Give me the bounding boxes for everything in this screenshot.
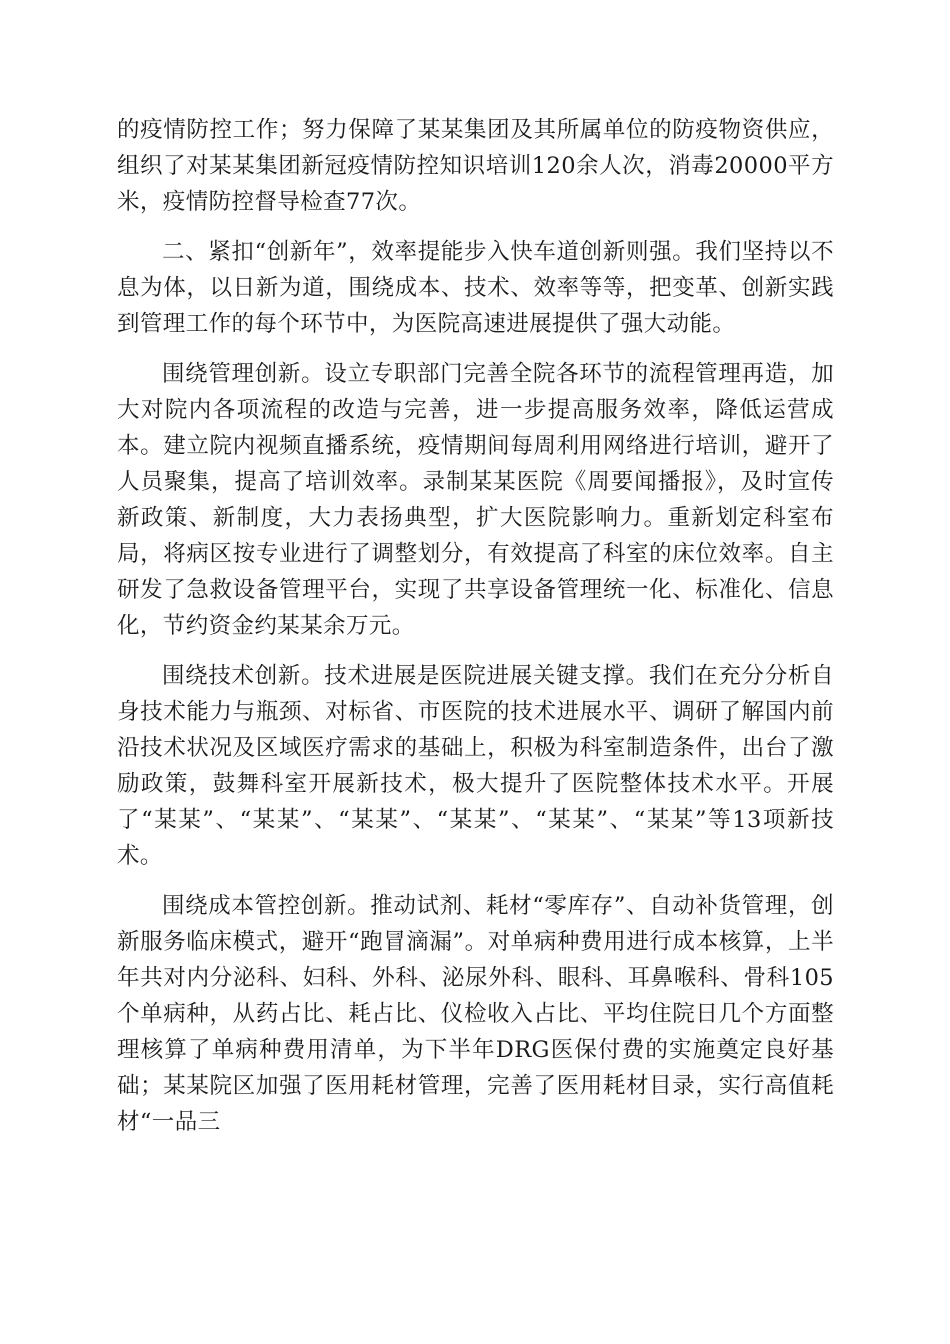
paragraph-cost-control-innovation: 围绕成本管控创新。推动试剂、耗材“零库存”、自动补货管理，创新服务临床模式，避开“跑冒滴漏”。对单病种费用进行成本核算，上半年共对内分泌科、妇科、外科、泌尿外科、眼科、耳鼻喉科、骨科105个单病种，从药占比、耗占比、仪检收入占比、平均住院日几个方面整理核算了单病种费用清单，为下半年DRG医保付费的实施奠定良好基础；某某院区加强了医用耗材管理，完善了医用耗材目录，实行高值耗材“一品三: [117, 893, 834, 1135]
paragraph-management-innovation: 围绕管理创新。设立专职部门完善全院各环节的流程管理再造，加大对院内各项流程的改造与完善，进一步提高服务效率，降低运营成本。建立院内视频直播系统，疫情期间每周利用网络进行培训，避开了人员聚集，提高了培训效率。录制某某医院《周要闻播报》，及时宣传新政策、新制度，大力表扬典型，扩大医院影响力。重新划定科室布局，将病区按专业进行了调整划分，有效提高了科室的床位效率。自主研发了急救设备管理平台，实现了共享设备管理统一化、标准化、信息化，节约资金约某某余万元。: [117, 361, 834, 639]
document-body: [117, 112, 834, 1154]
paragraph-innovation-year: 二、紧扣“创新年”，效率提能步入快车道创新则强。我们坚持以不息为体，以日新为道，围绕成本、技术、效率等等，把变革、创新实践到管理工作的每个环节中，为医院高速进展提供了强大动能。: [117, 239, 834, 337]
paragraph-technology-innovation: 围绕技术创新。技术进展是医院进展关键支撑。我们在充分分析自身技术能力与瓶颈、对标省、市医院的技术进展水平、调研了解国内前沿技术状况及区域医疗需求的基础上，积极为科室制造条件，出台了激励政策，鼓舞科室开展新技术，极大提升了医院整体技术水平。开展了“某某”、“某某”、“某某”、“某某”、“某某”、“某某”等13项新技术。: [117, 663, 834, 869]
paragraph-epidemic-prevention: 的疫情防控工作；努力保障了某某集团及其所属单位的防疫物资供应，组织了对某某集团新冠疫情防控知识培训120余人次，消毒20000平方米，疫情防控督导检查77次。: [117, 117, 834, 215]
